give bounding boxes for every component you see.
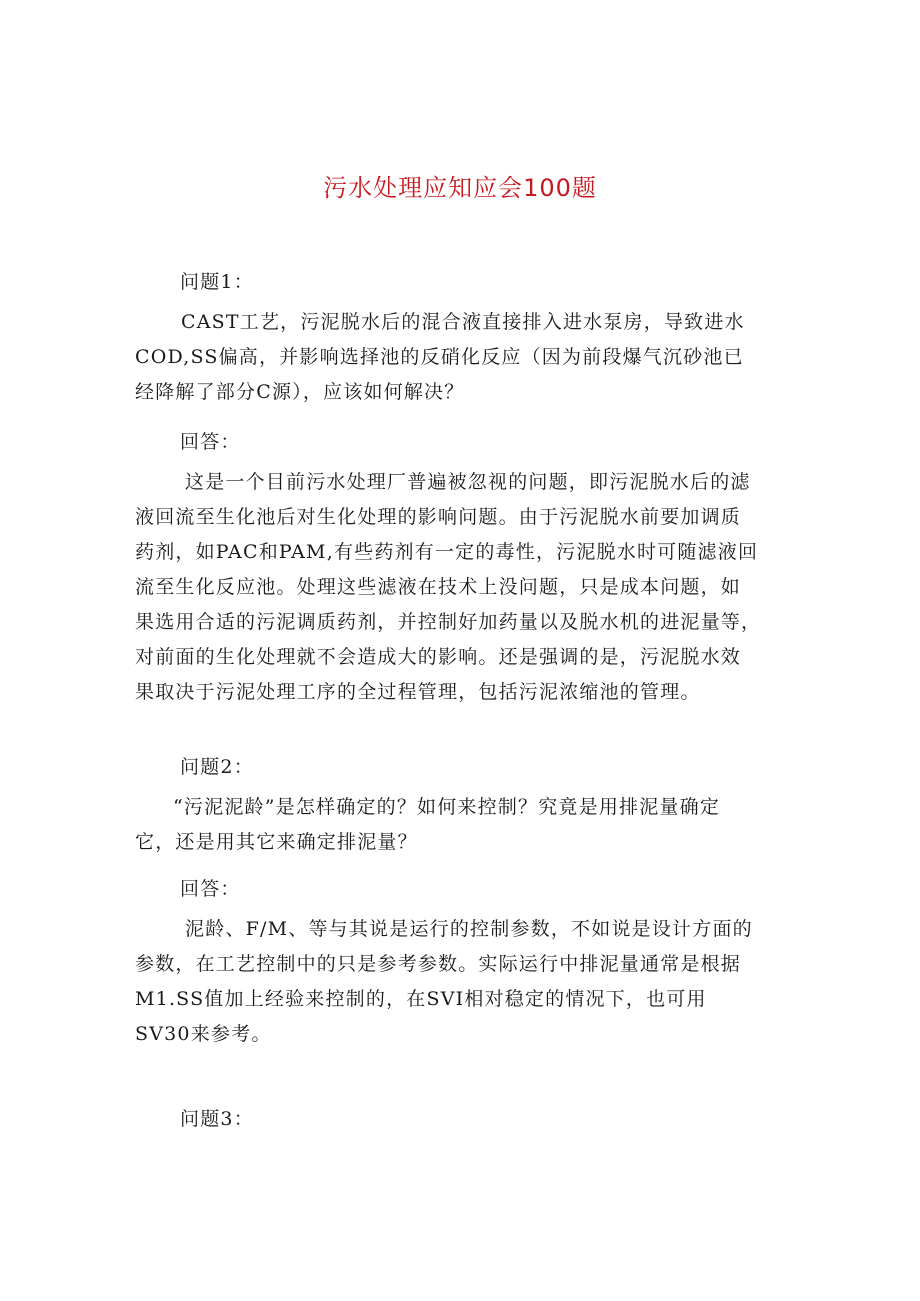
answer-1-line: 对前面的生化处理就不会造成大的影响。还是强调的是，污泥脱水效 bbox=[135, 646, 742, 668]
answer-1-line: 液回流至生化池后对生化处理的影响问题。由于污泥脱水前要加调质 bbox=[135, 506, 742, 528]
question-1-line: COD,SS偏高，并影响选择池的反硝化反应（因为前段爆气沉砂池已 bbox=[135, 346, 744, 368]
question-3-label: 问题3： bbox=[180, 1108, 254, 1130]
answer-2-line: M1.SS值加上经验来控制的，在SVI相对稳定的情况下，也可用 bbox=[135, 988, 707, 1010]
answer-1-text bbox=[135, 465, 790, 710]
answer-2-label: 回答： bbox=[180, 878, 241, 900]
answer-2-line: 泥龄、F/M、等与其说是运行的控制参数，不如说是设计方面的 bbox=[185, 918, 753, 940]
answer-1-line: 果选用合适的污泥调质药剂，并控制好加药量以及脱水机的进泥量等， bbox=[135, 611, 762, 633]
answer-1-line: 果取决于污泥处理工序的全过程管理，包括污泥浓缩池的管理。 bbox=[135, 681, 701, 703]
answer-1-line: 这是一个目前污水处理厂普遍被忽视的问题，即污泥脱水后的滤 bbox=[185, 471, 751, 493]
question-2-line: “污泥泥龄”是怎样确定的？如何来控制？究竟是用排泥量确定 bbox=[173, 796, 721, 818]
answer-2-text bbox=[135, 912, 790, 1052]
question-2-text bbox=[135, 790, 790, 860]
answer-1-label: 回答： bbox=[180, 431, 241, 453]
answer-1-line: 流至生化反应池。处理这些滤液在技术上没问题，只是成本问题，如 bbox=[135, 576, 742, 598]
question-1-text bbox=[135, 305, 790, 410]
question-1-label: 问题1： bbox=[180, 271, 254, 293]
question-2-label: 问题2： bbox=[180, 756, 254, 778]
question-1-line: CAST工艺，污泥脱水后的混合液直接排入进水泵房，导致进水 bbox=[181, 311, 745, 333]
answer-2-line: 参数，在工艺控制中的只是参考参数。实际运行中排泥量通常是根据 bbox=[135, 953, 742, 975]
document-title: 污水处理应知应会100题 bbox=[323, 174, 597, 202]
question-1-line: 经降解了部分C源），应该如何解决？ bbox=[135, 381, 465, 403]
answer-1-line: 药剂，如PAC和PAM,有些药剂有一定的毒性，污泥脱水时可随滤液回 bbox=[135, 541, 759, 563]
question-2-line: 它，还是用其它来确定排泥量？ bbox=[135, 831, 418, 853]
answer-2-line: SV30来参考。 bbox=[135, 1023, 272, 1045]
